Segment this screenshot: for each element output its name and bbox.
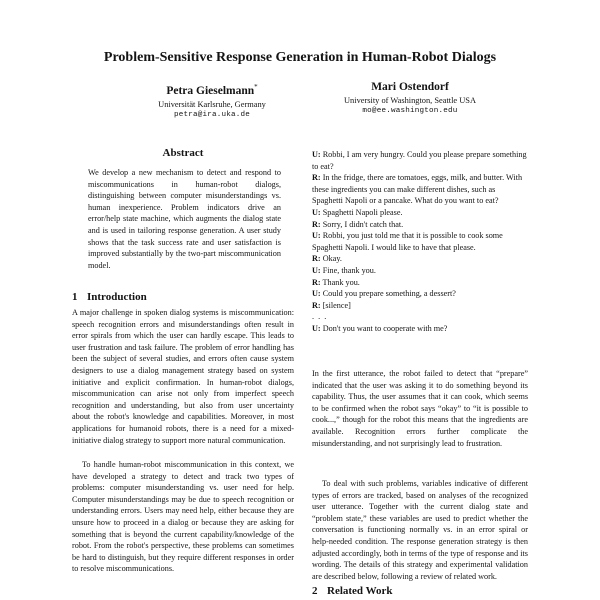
- dialog-utterance: Robbi, I am very hungry. Could you please prepare something to eat?: [312, 150, 527, 171]
- dialog-turn: [312, 288, 528, 300]
- dialog-turn: [312, 311, 528, 323]
- author-email: petra@ira.uka.de: [173, 110, 251, 119]
- analysis-paragraph-1: In the first utterance, the robot failed to detect that “prepare” indicated that the user was asking it to do something beyond its capability. Thus, the user assumes that it can cook, which seems to be confirmed when the robot says “okay” to “it is possible to cook...,” though for the robot this means that the ingredients are available. Recognition errors further complicate the misunderstanding, and not surprisingly lead to frustration.: [312, 369, 528, 448]
- section-number: 1: [72, 291, 78, 303]
- dialog-turn: [312, 277, 528, 289]
- dialog-turn: [312, 323, 528, 335]
- dialog-turn: [312, 219, 528, 231]
- dialog-speaker: U:: [312, 207, 321, 217]
- section-title: Related Work: [327, 585, 393, 597]
- dialog-speaker: U:: [312, 289, 321, 299]
- paper-title: Problem-Sensitive Response Generation in Human-Robot Dialogs: [103, 50, 497, 65]
- dialog-speaker: U:: [312, 323, 321, 333]
- dialog-speaker: R:: [312, 219, 321, 229]
- dialog-speaker: R:: [312, 254, 321, 264]
- example-dialog: [312, 149, 528, 335]
- dialog-utterance: [silence]: [322, 300, 351, 310]
- dialog-speaker: U:: [312, 231, 321, 241]
- dialog-utterance: Thank you.: [322, 277, 360, 287]
- dialog-turn: [312, 300, 528, 312]
- dialog-speaker: U:: [312, 150, 321, 159]
- author-affiliation: Universität Karlsruhe, Germany: [158, 99, 266, 109]
- dialog-turn: [312, 149, 528, 172]
- author-name: Petra Gieselmann*: [166, 83, 258, 97]
- section-heading-introduction: [72, 291, 147, 304]
- intro-paragraph-2: To handle human-robot miscommunication in this context, we have developed a strategy to detect and track two types of problems: computer misunderstanding vs. user need for help. Computer misunderstandings may be due to speech recognition or understanding errors. Users may need help, either because they are unsure how to proceed in a dialog or because they are asking for something that is beyond the current capability/knowledge of the robot. From the robot's perspective, these problems can sometimes be hard to distinguish, but they require different responses in order to resolve miscommunications.: [72, 460, 294, 574]
- intro-paragraph-1: A major challenge in spoken dialog systems is miscommunication: speech recognition errors and misunderstandings often result in error spirals from which the user can hardly escape. This leads to user frustration and task failure. The problem of error handling has been the subject of several studies, and errors often cause system designers to use a dialog management strategy based on system initiative and explicit confirmation. In human-robot dialogs, miscommunication can arise not only from imperfect speech recognition and understanding, but also from user uncertainty about the robot's knowledge and capabilities. Moreover, in most applications for humanoid robots, there is a need for a mixed-initiative dialog strategy to support more natural communication.: [72, 308, 294, 445]
- dialog-speaker: U:: [312, 265, 321, 275]
- dialog-speaker: R:: [312, 173, 321, 183]
- section-title: Introduction: [87, 291, 147, 303]
- dialog-turn: [312, 265, 528, 277]
- dialog-speaker: R:: [312, 300, 321, 310]
- author-affiliation: University of Washington, Seattle USA: [344, 96, 476, 105]
- author-footnote-mark: *: [254, 83, 258, 91]
- author-email: mo@ee.washington.edu: [362, 107, 458, 115]
- author-name: Mari Ostendorf: [371, 81, 449, 93]
- section-number: 2: [312, 585, 318, 597]
- dialog-speaker: R:: [312, 277, 321, 287]
- dialog-utterance: In the fridge, there are tomatoes, eggs, milk, and butter. With these ingredients you can make different dishes, such as Spaghetti Napoli or a pancake. What do you want to eat?: [312, 173, 523, 206]
- dialog-utterance: Don't you want to cooperate with me?: [322, 323, 448, 333]
- dialog-utterance: Robbi, you just told me that it is possible to cook some Spaghetti Napoli. I would like to have that please.: [312, 231, 503, 252]
- dialog-turn: [312, 230, 528, 253]
- abstract-heading: Abstract: [162, 147, 204, 159]
- dialog-utterance: Fine, thank you.: [322, 265, 376, 275]
- dialog-utterance: Spaghetti Napoli please.: [322, 207, 403, 217]
- author-block-2: [290, 80, 530, 117]
- analysis-paragraph-2: To deal with such problems, variables indicative of different types of errors are tracked, based on analyses of the recognized user utterance. Together with the current dialog state and “problem state,” these variables are used to predict whether the conversation is functioning normally vs. in an error spiral or help-needed condition. The response generation strategy is then adjusted accordingly, both in terms of the type of response and its wording. The details of this strategy and experimental validation are described below, following a review of related work.: [312, 479, 528, 581]
- dialog-utterance: . . .: [312, 312, 328, 322]
- dialog-utterance: Could you prepare something, a dessert?: [322, 289, 456, 299]
- abstract-text: We develop a new mechanism to detect and respond to miscommunications in human-robot dialogs, distinguishing between computer misunderstandings vs. human inexperience. Problem indicators drive an error/help state machine, which augments the dialog state and is used in tailoring response generation. A user study shows that the task success rate and user satisfaction is improved substantially by the two-part miscommunication model.: [88, 168, 281, 270]
- section-heading-related-work: [312, 585, 393, 598]
- dialog-turn: [312, 207, 528, 219]
- dialog-utterance: Okay.: [322, 254, 342, 264]
- dialog-utterance: Sorry, I didn't catch that.: [322, 219, 404, 229]
- dialog-turn: [312, 253, 528, 265]
- dialog-turn: [312, 172, 528, 207]
